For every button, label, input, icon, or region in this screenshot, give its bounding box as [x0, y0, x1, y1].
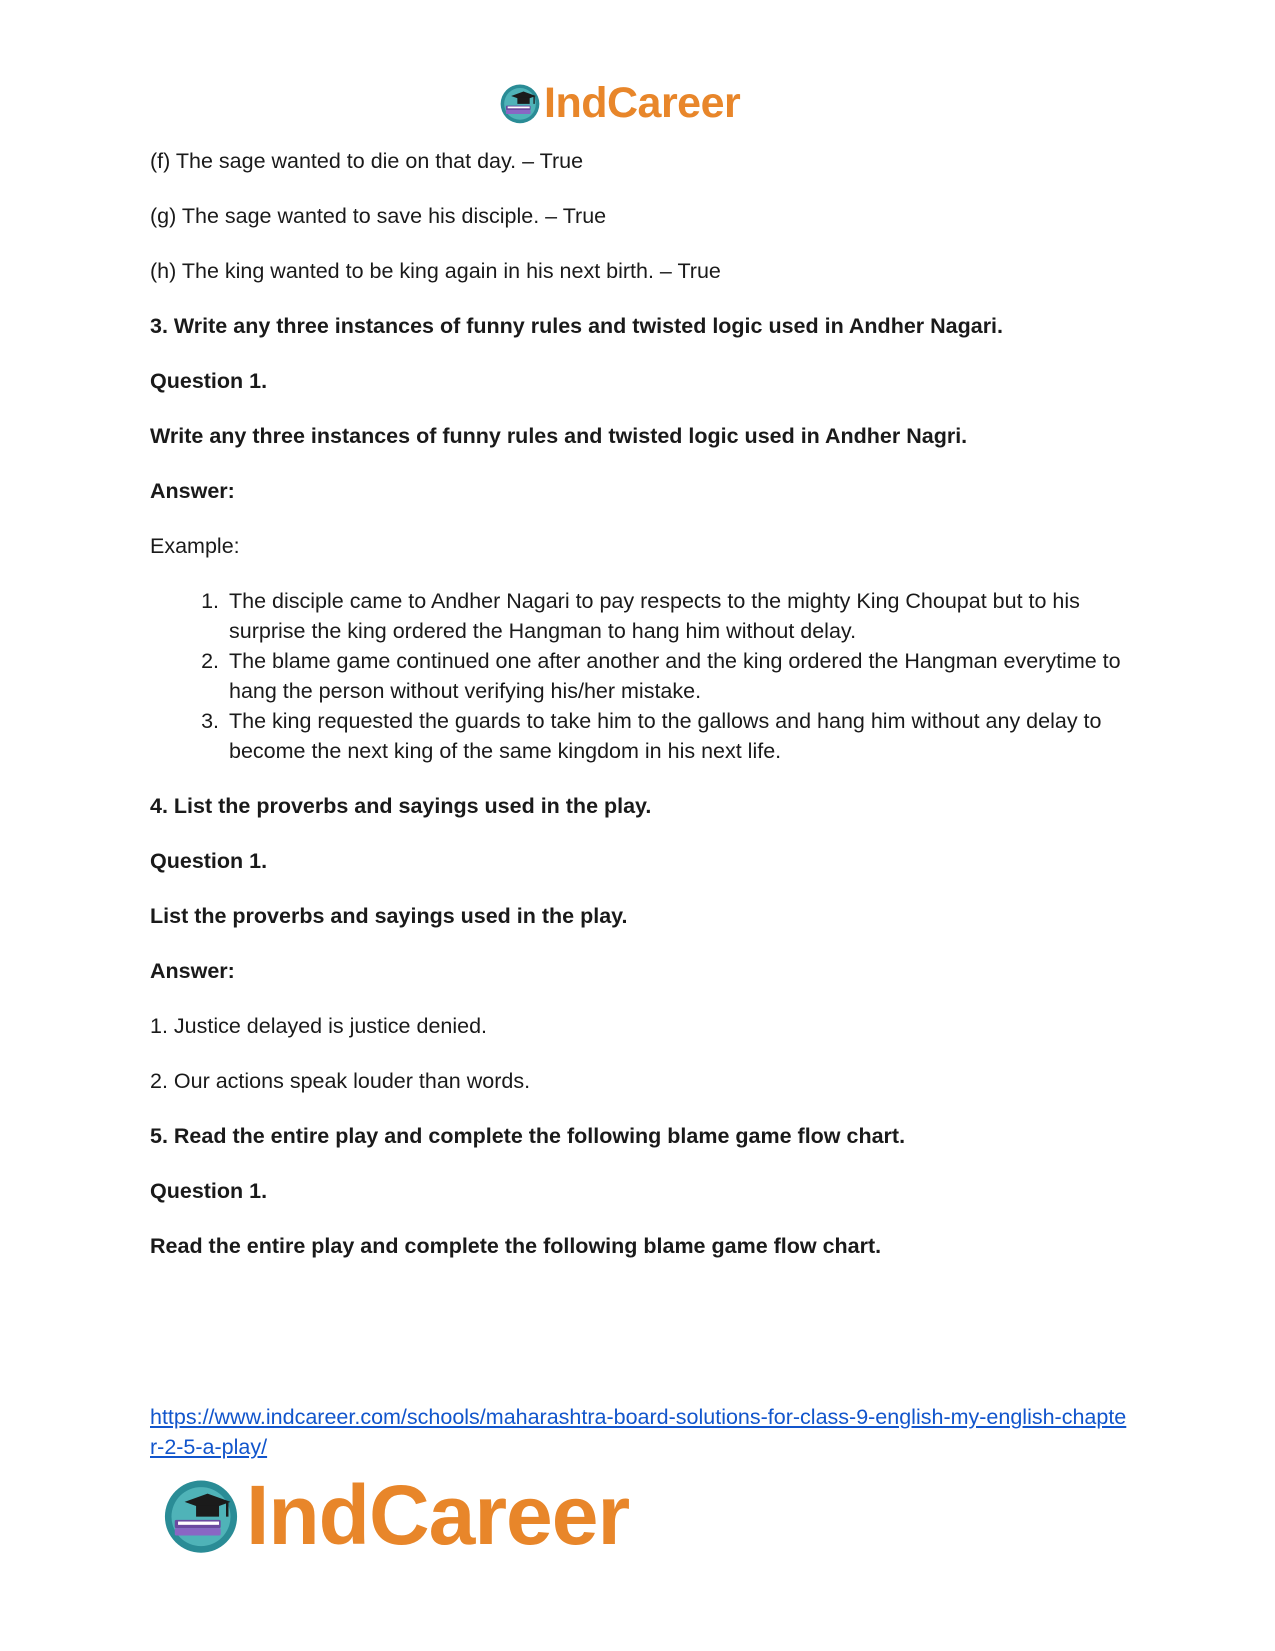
section-3-question-text: Write any three instances of funny rules and twisted logic used in Andher Nagri. — [150, 424, 968, 448]
section-4-question-text: List the proverbs and sayings used in the play. — [150, 904, 628, 928]
section-4-heading: 4. List the proverbs and sayings used in the play. — [150, 794, 652, 818]
section-4-question-label: Question 1. — [150, 849, 268, 873]
proverb-item: 2. Our actions speak louder than words. — [150, 1069, 531, 1093]
statement-g: (g) The sage wanted to save his disciple. – True — [150, 204, 607, 228]
graduation-book-icon — [498, 81, 542, 125]
section-3-question-label: Question 1. — [150, 369, 268, 393]
section-3-heading: 3. Write any three instances of funny rules and twisted logic used in Andher Nagari. — [150, 314, 1004, 338]
brand-wordmark: IndCareer — [544, 78, 741, 127]
document-body — [150, 146, 1130, 1462]
section-3-example-label: Example: — [150, 534, 240, 558]
list-item: 2. The blame game continued one after another and the king ordered the Hangman everytime to hang the person without verifying his/her mistake. — [225, 646, 1130, 706]
list-item: 3. The king requested the guards to take him to the gallows and hang him without any delay to become the next king of the same kingdom in his next life. — [225, 706, 1130, 766]
section-3-answer-label: Answer: — [150, 479, 235, 503]
statement-f: (f) The sage wanted to die on that day. – True — [150, 149, 584, 173]
graduation-book-icon — [160, 1474, 242, 1556]
section-5-question-label: Question 1. — [150, 1179, 268, 1203]
section-4-answer-label: Answer: — [150, 959, 235, 983]
header-logo — [498, 78, 740, 128]
section-5-question-text: Read the entire play and complete the following blame game flow chart. — [150, 1234, 882, 1258]
source-link[interactable]: https://www.indcareer.com/schools/maharashtra-board-solutions-for-class-9-english-my-english-chapter-2-5-a-play/ — [150, 1405, 1127, 1459]
section-3-answer-list — [150, 586, 1130, 766]
footer-logo — [160, 1470, 629, 1560]
list-item: 1. The disciple came to Andher Nagari to pay respects to the mighty King Choupat but to his surprise the king ordered the Hangman to hang him without delay. — [225, 586, 1130, 646]
blank-space — [150, 1286, 1130, 1402]
statement-h: (h) The king wanted to be king again in his next birth. – True — [150, 259, 721, 283]
proverb-item: 1. Justice delayed is justice denied. — [150, 1014, 488, 1038]
brand-wordmark: IndCareer — [246, 1468, 630, 1562]
section-5-heading: 5. Read the entire play and complete the following blame game flow chart. — [150, 1124, 906, 1148]
